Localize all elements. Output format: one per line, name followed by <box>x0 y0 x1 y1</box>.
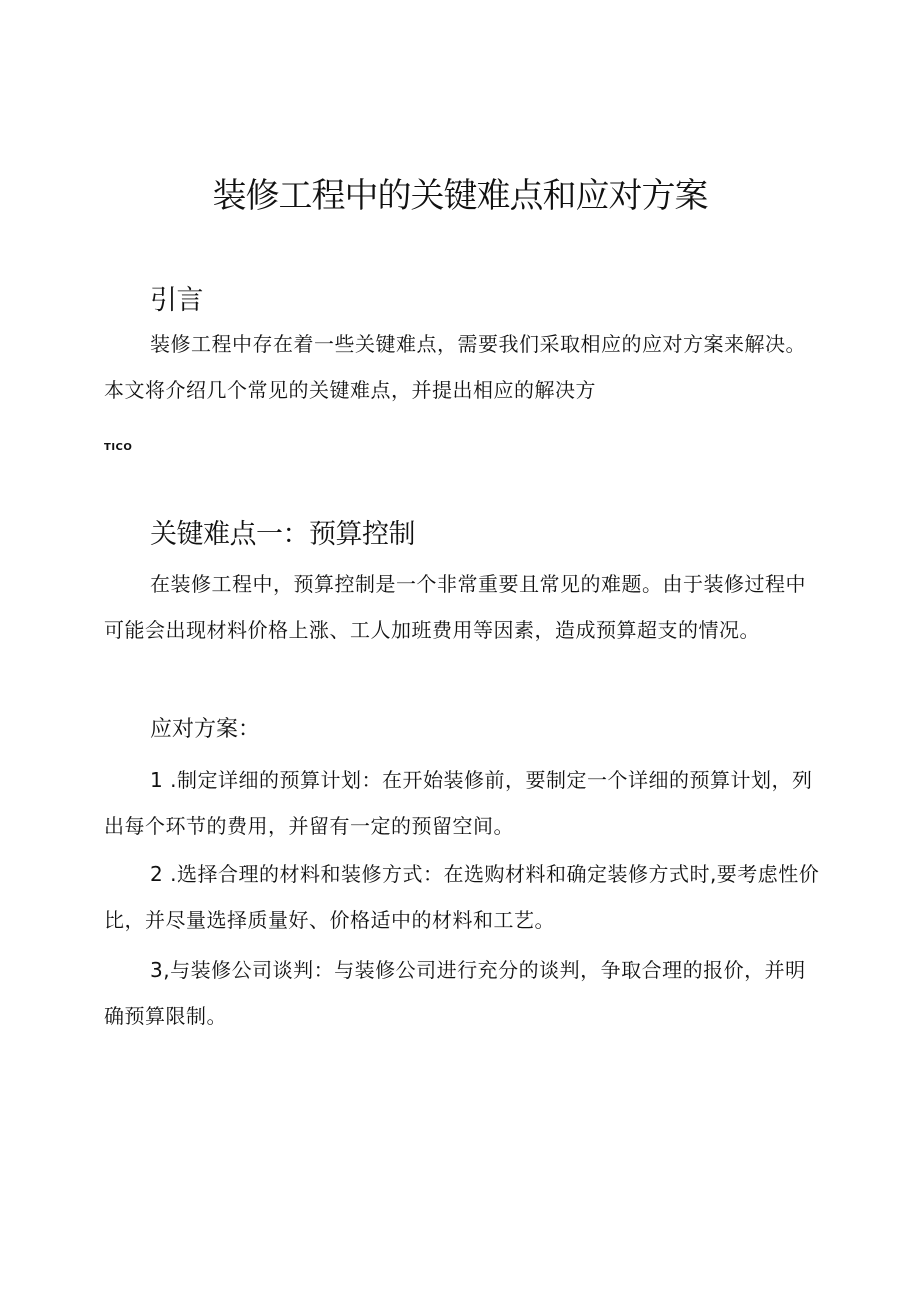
intro-paragraph: 装修工程中存在着一些关键难点，需要我们采取相应的应对方案来解决。本文将介绍几个常见的关键难点，并提出相应的解决方 <box>104 332 806 402</box>
solutions-heading: 应对方案： <box>150 717 261 742</box>
document-title: 装修工程中的关键难点和应对方案 <box>212 176 708 216</box>
section1-heading: 关键难点一：预算控制 <box>150 519 415 550</box>
solution-item-3: 3,与装修公司谈判：与装修公司进行充分的谈判，争取合理的报价，并明确预算限制。 <box>104 958 806 1028</box>
section1-paragraph: 在装修工程中，预算控制是一个非常重要且常见的难题。由于装修过程中可能会出现材料价格上涨、工人加班费用等因素，造成预算超支的情况。 <box>104 572 806 642</box>
stray-text: TICO <box>104 442 133 453</box>
intro-heading: 引言 <box>150 285 203 316</box>
solution-item-2: 2 .选择合理的材料和装修方式：在选购材料和确定装修方式时,要考虑性价比，并尽量选择质量好、价格适中的材料和工艺。 <box>104 862 820 932</box>
solution-item-1: 1 .制定详细的预算计划：在开始装修前，要制定一个详细的预算计划，列出每个环节的费用，并留有一定的预留空间。 <box>104 768 813 838</box>
